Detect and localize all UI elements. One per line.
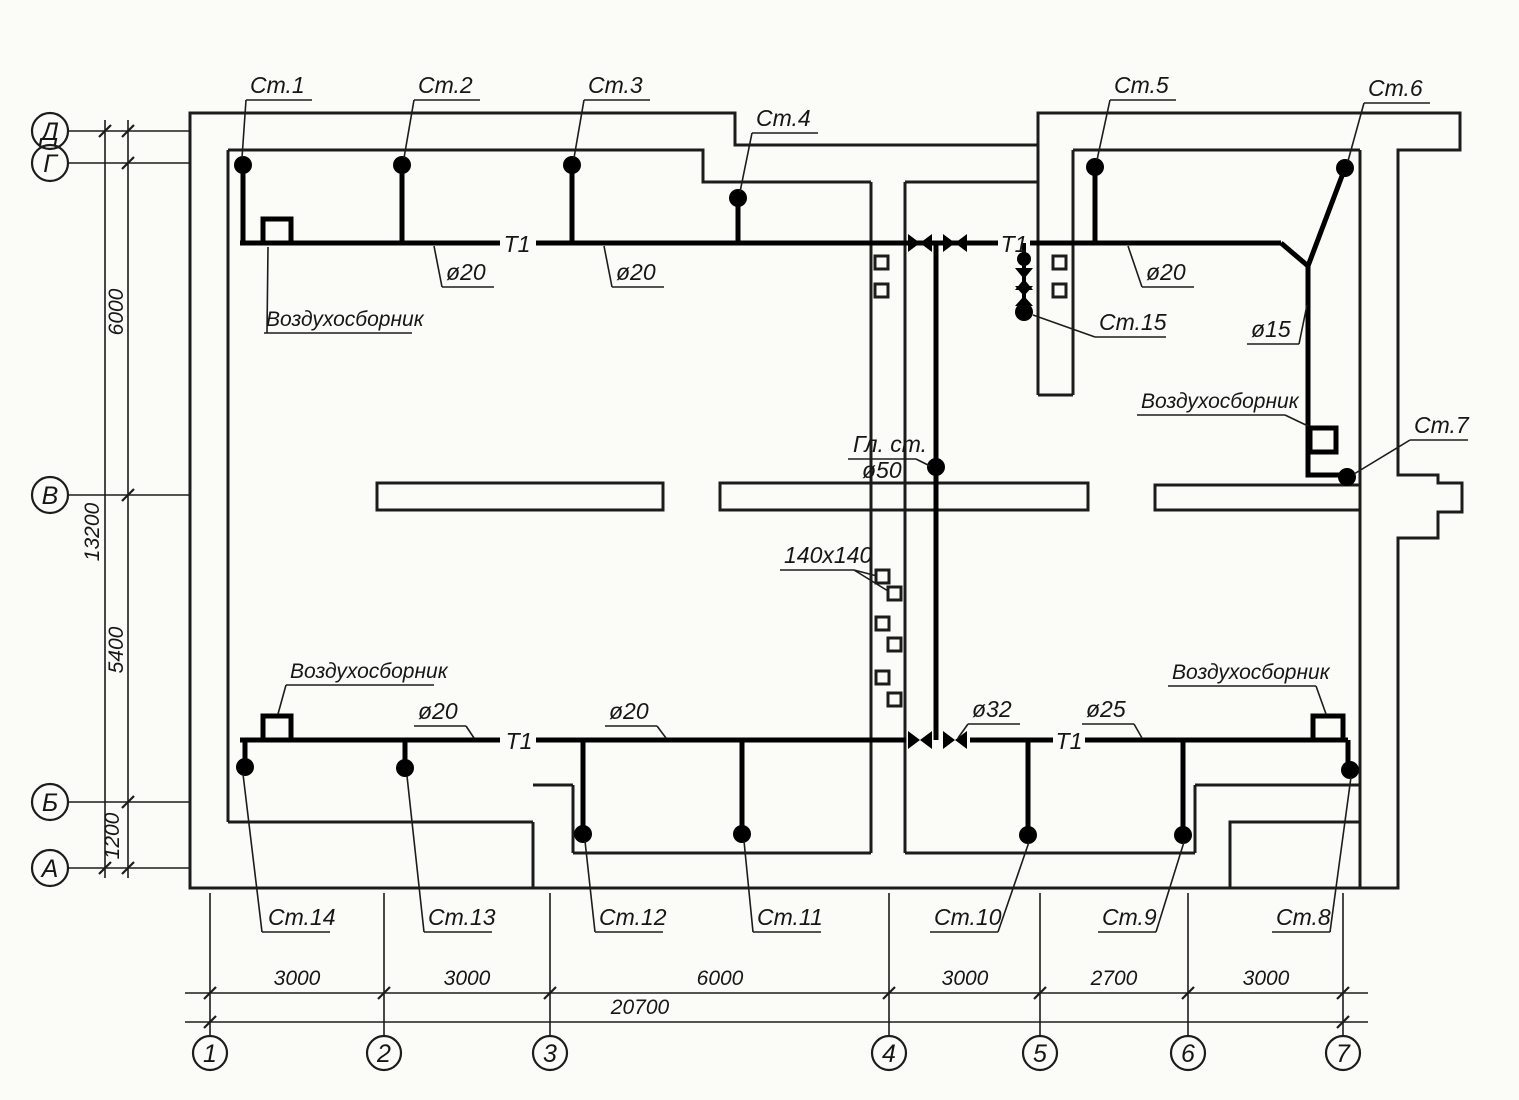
riser-dot-st3 bbox=[563, 156, 581, 174]
axis-letter: Д bbox=[41, 118, 59, 146]
riser-label-st8: Ст.8 bbox=[1276, 904, 1331, 930]
dim-label: 3000 bbox=[1242, 967, 1290, 990]
air-collector-label-right: Воздухосборник bbox=[1141, 390, 1299, 413]
riser-dot-st9 bbox=[1174, 826, 1192, 844]
dim-label: 3000 bbox=[443, 967, 491, 990]
axis-number: 1 bbox=[203, 1040, 217, 1068]
axis-number: 3 bbox=[543, 1040, 557, 1068]
pipe-line-tag: T1 bbox=[503, 231, 531, 257]
air-collector-label-bottom-right: Воздухосборник bbox=[1172, 661, 1330, 684]
axis-letter: Г bbox=[43, 150, 57, 178]
valve-icon bbox=[943, 234, 967, 252]
pipe-line-tag: T1 bbox=[1000, 231, 1028, 257]
axis-number: 2 bbox=[377, 1040, 391, 1068]
axis-letter: А bbox=[41, 855, 59, 883]
air-collector-icon bbox=[263, 716, 291, 740]
axis-number: 4 bbox=[882, 1040, 896, 1068]
inner-wall-top-left bbox=[228, 150, 871, 182]
riser-label-st12: Ст.12 bbox=[599, 904, 667, 930]
riser-label-st11: Ст.11 bbox=[757, 904, 823, 930]
leader-lines bbox=[242, 100, 1468, 932]
dim-total-label: 20700 bbox=[610, 996, 670, 1019]
axis-number: 5 bbox=[1033, 1040, 1047, 1068]
dim-label: 1200 bbox=[101, 812, 124, 860]
riser-dot-st12 bbox=[574, 825, 592, 843]
axis-letter: В bbox=[41, 482, 59, 510]
riser-dot-st6 bbox=[1336, 159, 1354, 177]
air-collector-icon bbox=[263, 219, 291, 243]
main-riser-diameter: ø50 bbox=[862, 457, 902, 483]
axis-number: 6 bbox=[1181, 1040, 1195, 1068]
air-collector-icon bbox=[1310, 428, 1336, 452]
riser-label-st9: Ст.9 bbox=[1102, 904, 1157, 930]
pipe-line-tag: T1 bbox=[1055, 728, 1083, 754]
valve-icon bbox=[908, 234, 932, 252]
riser-dot-st5 bbox=[1086, 158, 1104, 176]
flue-size-label: 140x140 bbox=[784, 542, 873, 568]
pipe-dia-label: ø20 bbox=[446, 259, 486, 285]
partition-slab-left bbox=[377, 483, 663, 510]
riser-label-st10: Ст.10 bbox=[934, 904, 1002, 930]
axis-number: 7 bbox=[1336, 1040, 1350, 1068]
dim-label: 6000 bbox=[696, 967, 744, 990]
riser-label-st15: Ст.15 bbox=[1099, 309, 1167, 335]
dim-label: 2700 bbox=[1090, 967, 1138, 990]
pipe-dia-label: ø20 bbox=[609, 698, 649, 724]
building-walls bbox=[190, 113, 1462, 888]
riser-label-st5: Ст.5 bbox=[1114, 72, 1169, 98]
riser-dot-st8 bbox=[1341, 761, 1359, 779]
annotations bbox=[38, 72, 1470, 1068]
riser-label-st6: Ст.6 bbox=[1368, 75, 1423, 101]
pipe-dia-label: ø32 bbox=[972, 696, 1012, 722]
dimension-lines bbox=[32, 113, 1368, 1070]
riser-label-st1: Ст.1 bbox=[250, 72, 305, 98]
inner-wall-bottom-mid bbox=[905, 785, 1360, 853]
dim-label: 5400 bbox=[105, 626, 128, 674]
axis-letter: Б bbox=[41, 789, 59, 817]
riser-dot-st13 bbox=[396, 759, 414, 777]
dim-total-label: 13200 bbox=[81, 502, 104, 562]
riser-dot-st4 bbox=[729, 189, 747, 207]
pipe-dia-label: ø15 bbox=[1251, 316, 1291, 342]
dim-label: 3000 bbox=[273, 967, 321, 990]
riser-st6-pipe bbox=[1308, 168, 1345, 266]
riser-label-st14: Ст.14 bbox=[268, 904, 336, 930]
main-riser-label: Гл. ст. bbox=[853, 431, 928, 457]
riser-dot-st14 bbox=[236, 758, 254, 776]
riser-label-st7: Ст.7 bbox=[1414, 412, 1469, 438]
riser-label-st2: Ст.2 bbox=[418, 72, 473, 98]
riser-dot-main bbox=[927, 458, 945, 476]
riser-label-st3: Ст.3 bbox=[588, 72, 643, 98]
pipe-dia-label: ø20 bbox=[616, 259, 656, 285]
inner-wall-bottom-left bbox=[228, 785, 871, 888]
riser-dot-st7 bbox=[1338, 468, 1356, 486]
pipe-line-tag: T1 bbox=[505, 728, 533, 754]
riser-dot-st1 bbox=[234, 156, 252, 174]
air-collector-label-top-left: Воздухосборник bbox=[266, 308, 424, 331]
riser-label-st13: Ст.13 bbox=[428, 904, 496, 930]
riser-dot-st2 bbox=[393, 156, 411, 174]
air-collector-label-bottom-left: Воздухосборник bbox=[290, 660, 448, 683]
pipe-dia-label: ø20 bbox=[1146, 259, 1186, 285]
riser-label-st4: Ст.4 bbox=[756, 105, 811, 131]
valve-icon bbox=[908, 731, 932, 749]
valve-icon bbox=[943, 731, 967, 749]
air-collector-icon bbox=[1313, 716, 1343, 740]
dim-label: 3000 bbox=[941, 967, 989, 990]
riser-dot-st15 bbox=[1015, 303, 1033, 321]
partition-slab-right bbox=[1155, 485, 1360, 510]
riser-dot-st11 bbox=[733, 825, 751, 843]
pipe-dia-label: ø25 bbox=[1086, 696, 1126, 722]
dim-label: 6000 bbox=[105, 288, 128, 336]
riser-dot-st10 bbox=[1019, 826, 1037, 844]
pipe-dia-label: ø20 bbox=[418, 698, 458, 724]
